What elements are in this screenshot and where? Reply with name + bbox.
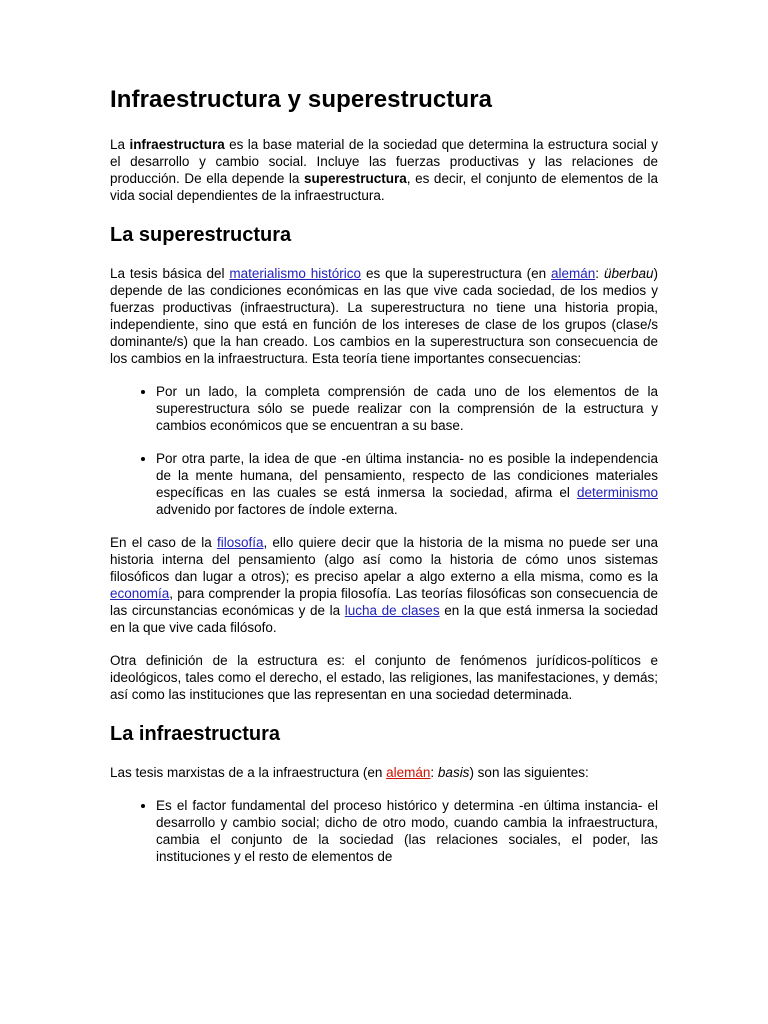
superestructura-paragraph-3: Otra definición de la estructura es: el conjunto de fenómenos jurídicos-políticos e ideológicos, tales como el derecho, el estado, las religiones, las manifestaciones, y demás; así como las instituciones que las representan en una sociedad determinada. xyxy=(110,653,658,702)
document-page xyxy=(110,82,658,881)
s2p1-italic-basis: basis xyxy=(437,765,470,780)
s2p1-text-3: ) son las siguientes: xyxy=(469,765,589,780)
intro-text-2: es la base material de la sociedad que determina la estructura social y el desarrollo y cambio social. Incluye las fuerzas productivas y las relaciones de producción. De ella depende la xyxy=(110,137,658,186)
link-aleman-red[interactable]: alemán xyxy=(386,765,431,780)
bullet2-text-2: advenido por factores de índole externa. xyxy=(156,502,398,517)
intro-text-1: La xyxy=(110,137,130,152)
superestructura-bullet-list xyxy=(110,383,658,518)
intro-bold-superestructura: superestructura xyxy=(303,171,407,186)
link-aleman[interactable]: alemán xyxy=(551,266,596,281)
link-determinismo[interactable]: determinismo xyxy=(576,485,658,500)
s1p2-text-4: en la que está inmersa la sociedad en la que vive cada filósofo. xyxy=(110,603,658,635)
s1p1-text-3: : xyxy=(595,266,604,281)
s2p1-text-1: Las tesis marxistas de a la infraestructura (en xyxy=(110,765,387,780)
bullet2-text-1: Por otra parte, la idea de que -en última instancia- no es posible la independencia de la mente humana, del pensamiento, respecto de las condiciones materiales específicas en las cuales se está inmersa la sociedad, afirma el xyxy=(156,451,658,500)
s1p2-text-1: En el caso de la xyxy=(110,535,217,550)
s1p1-text-4: ) depende de las condiciones económicas en las que vive cada sociedad, de los medios y fuerzas productivas (infraestructura). La superestructura no tiene una historia propia, independiente, sino que está en función de los intereses de clase de los grupos (clase/s dominante/s) que la han creado. Los cambios en la superestructura son consecuencia de los cambios en la infraestructura. Esta teoría tiene importantes consecuencias: xyxy=(110,266,658,366)
s2p1-text-2: : xyxy=(430,765,438,780)
s1p1-text-1: La tesis básica del xyxy=(110,266,230,281)
intro-paragraph xyxy=(110,136,658,204)
infraestructura-paragraph-1 xyxy=(110,764,658,781)
s1p2-text-2: , ello quiere decir que la historia de la misma no puede ser una historia interna del pensamiento (algo así como la historia de cómo unos sistemas filosóficos dan lugar a otros); es preciso apelar a algo externo a ella misma, como es la xyxy=(110,535,658,584)
s1p1-italic-uberbau: überbau xyxy=(603,266,654,281)
superestructura-paragraph-2 xyxy=(110,534,658,636)
infraestructura-bullet-list xyxy=(110,797,658,865)
link-economia[interactable]: economía xyxy=(110,586,170,601)
intro-bold-infraestructura: infraestructura xyxy=(129,137,225,152)
s1p2-text-3: , para comprender la propia filosofía. Las teorías filosóficas son consecuencia de las circunstancias económicas y de la xyxy=(110,586,658,618)
section-heading-superestructura: La superestructura xyxy=(110,224,292,246)
link-materialismo-historico[interactable]: materialismo histórico xyxy=(229,266,362,281)
page-title: Infraestructura y superestructura xyxy=(110,86,493,113)
section-heading-infraestructura: La infraestructura xyxy=(110,723,281,745)
list-item xyxy=(156,450,658,518)
superestructura-paragraph-1 xyxy=(110,265,658,367)
intro-text-3: , es decir, el conjunto de elementos de la vida social dependientes de la infraestructura. xyxy=(110,171,658,203)
link-filosofia[interactable]: filosofía xyxy=(216,535,264,550)
list-item: • Es el factor fundamental del proceso histórico y determina -en última instancia- el desarrollo y cambio social; dicho de otro modo, cuando cambia la infraestructura, cambia el conjunto de la sociedad (las relaciones sociales, el poder, las instituciones y el resto de elementos de xyxy=(156,797,658,865)
link-lucha-de-clases[interactable]: lucha de clases xyxy=(344,603,440,618)
list-item: • Por un lado, la completa comprensión de cada uno de los elementos de la superestructura sólo se puede realizar con la comprensión de la estructura y cambios económicos que se encuentran a su base. xyxy=(156,383,658,434)
s1p1-text-2: es que la superestructura (en xyxy=(361,266,551,281)
